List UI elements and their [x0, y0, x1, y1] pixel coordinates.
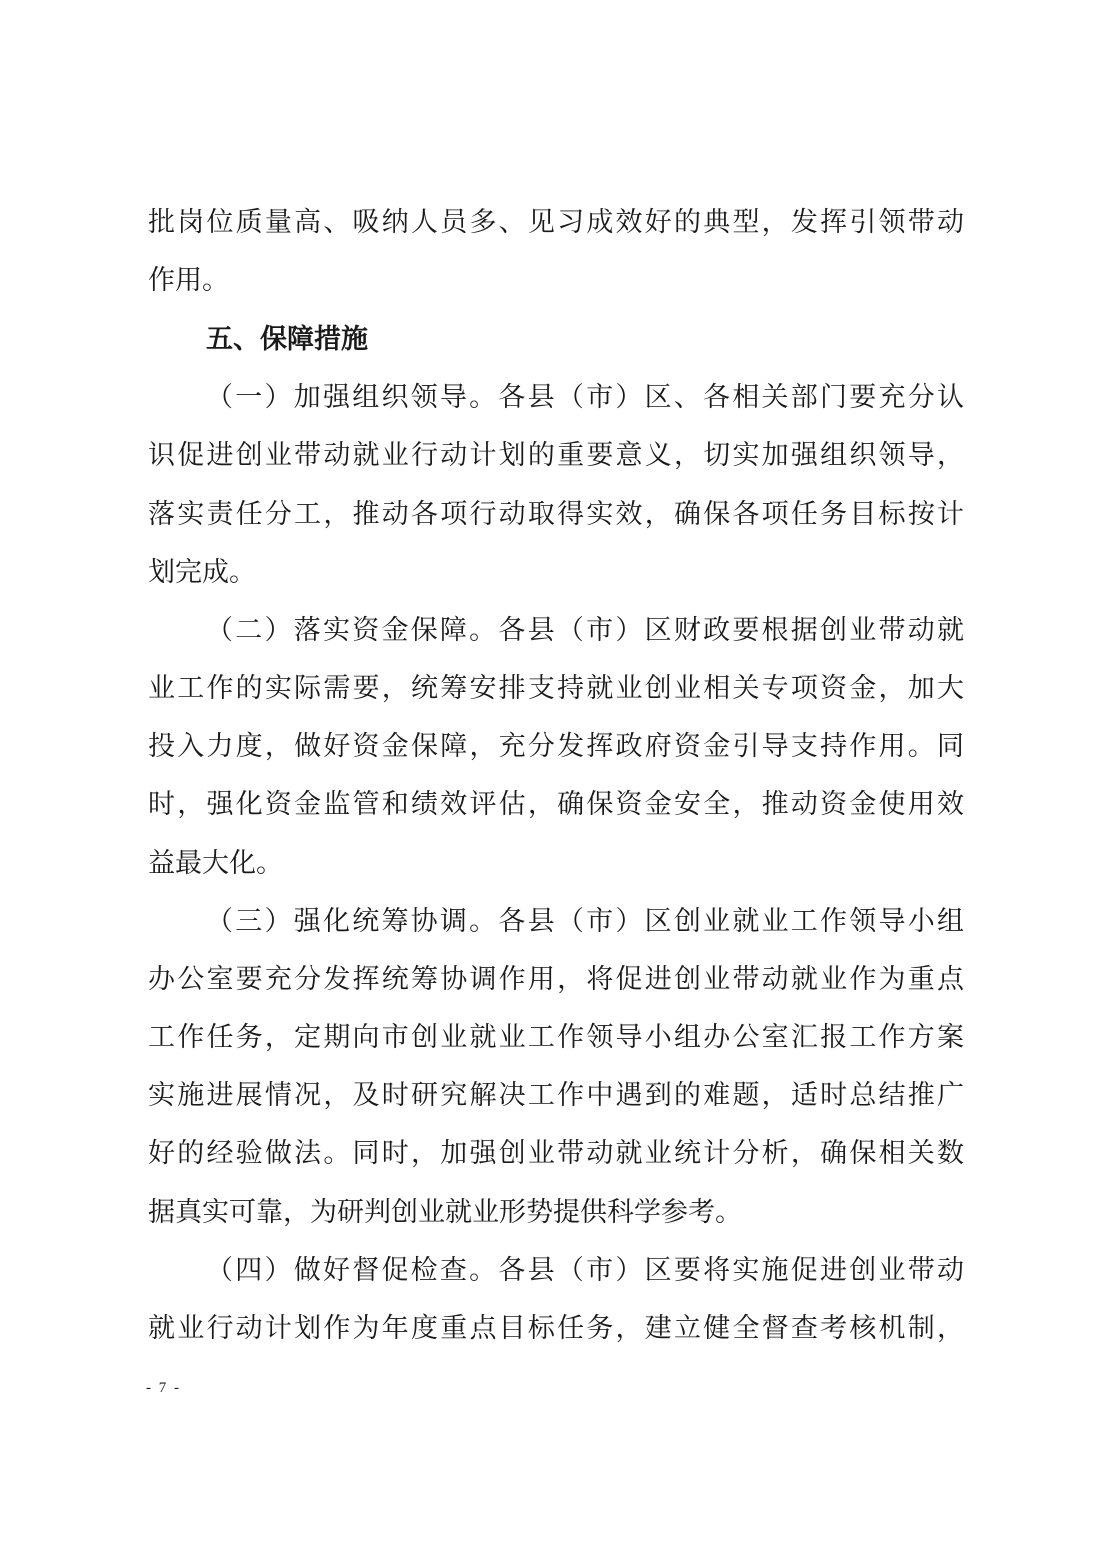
text-line: 识促进创业带动就业行动计划的重要意义，切实加强组织领导， — [148, 440, 964, 471]
text-line: 办公室要充分发挥统筹协调作用，将促进创业带动就业作为重点 — [148, 964, 964, 995]
text-line: 批岗位质量高、吸纳人员多、见习成效好的典型，发挥引领带动 — [148, 207, 964, 238]
text-line: 益最大化。 — [148, 848, 283, 879]
section-heading: 五、保障措施 — [206, 324, 368, 355]
paragraph-first-line: （四）做好督促检查。各县（市）区要将实施促进创业带动 — [206, 1255, 964, 1286]
text-line: 投入力度，做好资金保障，充分发挥政府资金引导支持作用。同 — [148, 731, 964, 762]
text-line: 就业行动计划作为年度重点目标任务，建立健全督查考核机制， — [148, 1313, 964, 1344]
page-number: - 7 - — [146, 1380, 181, 1396]
text-line: 时，强化资金监管和绩效评估，确保资金安全，推动资金使用效 — [148, 789, 964, 820]
text-line: 据真实可靠，为研判创业就业形势提供科学参考。 — [148, 1197, 742, 1228]
paragraph-first-line: （二）落实资金保障。各县（市）区财政要根据创业带动就 — [206, 615, 964, 646]
text-line: 好的经验做法。同时，加强创业带动就业统计分析，确保相关数 — [148, 1138, 964, 1169]
text-line: 实施进展情况，及时研究解决工作中遇到的难题，适时总结推广 — [148, 1080, 964, 1111]
paragraph-first-line: （一）加强组织领导。各县（市）区、各相关部门要充分认 — [206, 382, 964, 413]
paragraph-first-line: （三）强化统筹协调。各县（市）区创业就业工作领导小组 — [206, 906, 964, 937]
text-line: 划完成。 — [148, 557, 256, 588]
text-line: 工作任务，定期向市创业就业工作领导小组办公室汇报工作方案 — [148, 1022, 964, 1053]
text-line: 落实责任分工，推动各项行动取得实效，确保各项任务目标按计 — [148, 499, 964, 530]
text-line: 业工作的实际需要，统筹安排支持就业创业相关专项资金，加大 — [148, 673, 964, 704]
text-line: 作用。 — [148, 265, 229, 296]
